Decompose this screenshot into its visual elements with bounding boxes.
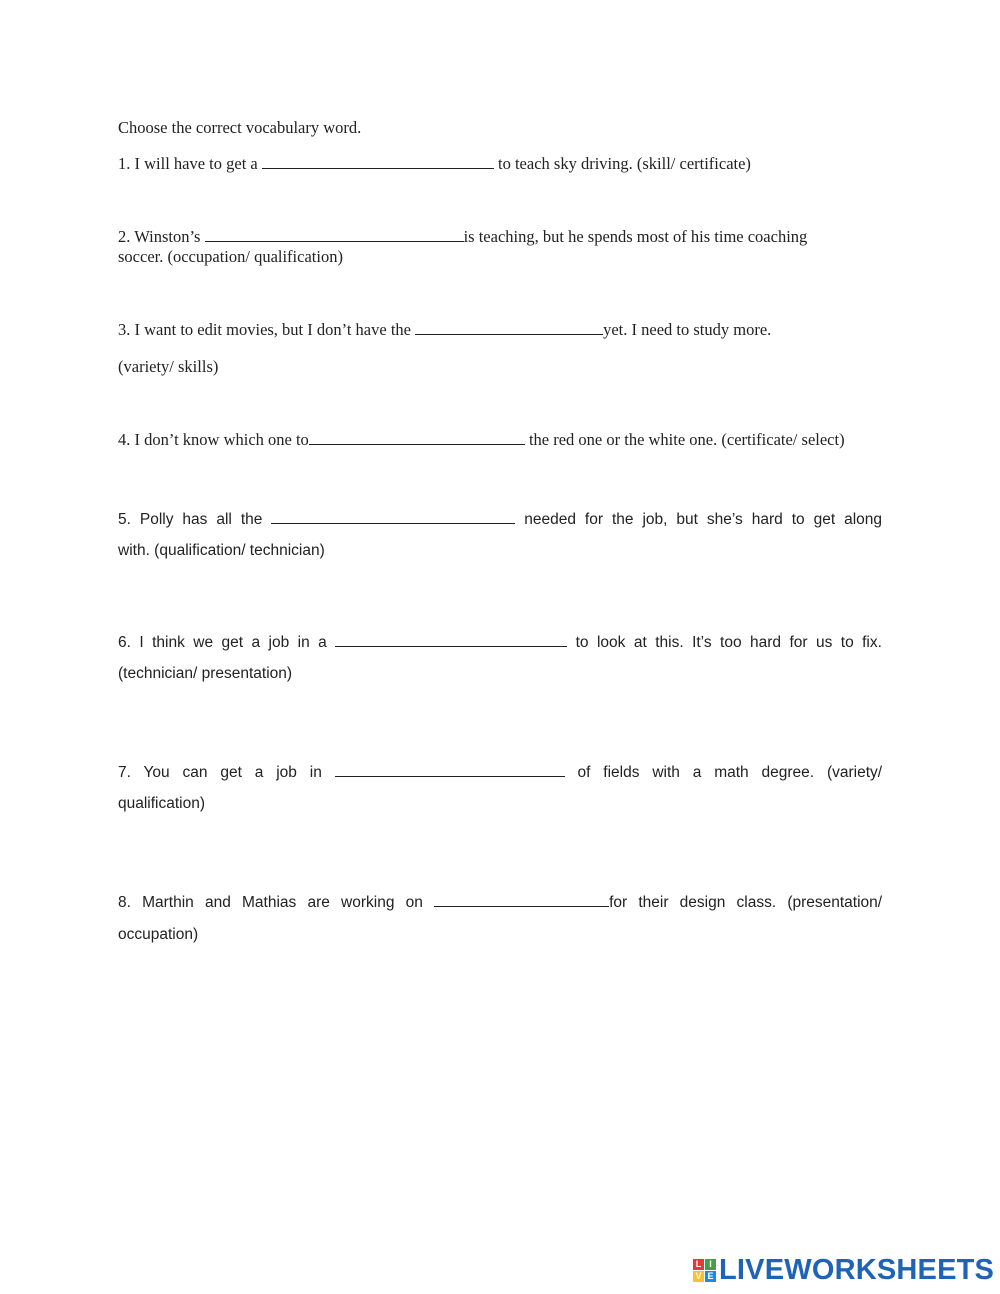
q7-word: of bbox=[577, 764, 591, 781]
q8-answer-blank[interactable] bbox=[434, 892, 609, 907]
q4-text-after: the red one or the white one. (certificate/ select) bbox=[524, 430, 845, 449]
q6-word: us bbox=[815, 634, 833, 651]
logo-letter-e: E bbox=[705, 1271, 716, 1282]
logo-text: LIVEWORKSHEETS bbox=[719, 1253, 995, 1286]
q3-answer-blank[interactable] bbox=[415, 320, 603, 335]
question-6 bbox=[118, 632, 882, 653]
q7-word: a bbox=[254, 764, 264, 781]
q6-word: a bbox=[251, 634, 261, 651]
q2-answer-blank[interactable] bbox=[205, 227, 464, 242]
q5-word: for bbox=[584, 511, 604, 528]
q5-word: has bbox=[182, 511, 208, 528]
q8-word: Mathias bbox=[242, 894, 297, 911]
q6-word: we bbox=[193, 634, 214, 651]
q7-word: fields bbox=[603, 764, 640, 781]
q8-word: working bbox=[341, 894, 395, 911]
q5-word: Polly bbox=[139, 511, 174, 528]
q6-word: in bbox=[297, 634, 310, 651]
q6-word: too bbox=[720, 634, 742, 651]
logo-letter-i: I bbox=[705, 1259, 716, 1270]
q7-word: (variety/ bbox=[826, 764, 883, 781]
q8-word: for bbox=[609, 894, 628, 911]
q6-word: job bbox=[268, 634, 290, 651]
q8-word: their bbox=[638, 894, 669, 911]
question-2 bbox=[118, 227, 807, 247]
q7-word: in bbox=[309, 764, 322, 781]
q6-word: this. bbox=[655, 634, 684, 651]
q6-word: a bbox=[318, 634, 327, 651]
q6-word: to bbox=[840, 634, 854, 651]
q8-line2: occupation) bbox=[118, 926, 199, 943]
q7-word: with bbox=[652, 764, 680, 781]
q7-word: a bbox=[692, 764, 702, 781]
q4-text-before: 4. I don’t know which one to bbox=[118, 430, 309, 449]
q3-text-after: yet. I need to study more. bbox=[603, 320, 772, 339]
q6-word: at bbox=[633, 634, 647, 651]
q8-word: design bbox=[679, 894, 726, 911]
q6-answer-blank[interactable] bbox=[335, 632, 567, 647]
q7-word: 7. bbox=[118, 764, 131, 781]
q5-word: needed bbox=[524, 511, 576, 528]
q7-word: math bbox=[714, 764, 749, 781]
q5-word: get bbox=[813, 511, 836, 528]
q8-word: Marthin bbox=[142, 894, 194, 911]
live-logo-icon bbox=[693, 1259, 716, 1282]
q7-word: degree. bbox=[761, 764, 815, 781]
q5-word: job, bbox=[642, 511, 668, 528]
q5-word: she’s bbox=[706, 511, 743, 528]
instructions: Choose the correct vocabulary word. bbox=[118, 118, 362, 137]
logo-letter-l: L bbox=[693, 1259, 704, 1270]
q6-word: I bbox=[139, 634, 144, 651]
question-5 bbox=[118, 509, 882, 530]
q7-word: can bbox=[182, 764, 208, 781]
q5-word: 5. bbox=[118, 511, 131, 528]
q8-word: on bbox=[405, 894, 423, 911]
q6-line2: (technician/ presentation) bbox=[118, 665, 293, 682]
q8-word: are bbox=[307, 894, 330, 911]
q6-word: It’s bbox=[692, 634, 712, 651]
q1-answer-blank[interactable] bbox=[262, 154, 494, 169]
q8-word: class. bbox=[736, 894, 777, 911]
liveworksheets-logo bbox=[693, 1255, 994, 1285]
q5-line2: with. (qualification/ technician) bbox=[118, 542, 325, 559]
q1-text-before: 1. I will have to get a bbox=[118, 154, 262, 173]
q6-word: for bbox=[789, 634, 808, 651]
q3-text-before: 3. I want to edit movies, but I don’t have the bbox=[118, 320, 416, 339]
question-8 bbox=[118, 892, 882, 913]
q5-answer-blank[interactable] bbox=[271, 509, 515, 524]
q6-word: get bbox=[221, 634, 244, 651]
q4-answer-blank[interactable] bbox=[309, 430, 525, 445]
q5-word: all bbox=[216, 511, 232, 528]
q6-word: look bbox=[596, 634, 626, 651]
question-3 bbox=[118, 320, 771, 340]
q8-word: (presentation/ bbox=[787, 894, 883, 911]
q8-word: and bbox=[204, 894, 231, 911]
q2-text-before: 2. Winston’s bbox=[118, 227, 205, 246]
q7-word: You bbox=[143, 764, 170, 781]
question-1 bbox=[118, 154, 751, 174]
q6-word: hard bbox=[750, 634, 782, 651]
q6-word: to bbox=[575, 634, 589, 651]
q7-answer-blank[interactable] bbox=[335, 762, 565, 777]
q5-word: to bbox=[791, 511, 805, 528]
q5-word: hard bbox=[751, 511, 783, 528]
logo-letter-v: V bbox=[693, 1271, 704, 1282]
question-4 bbox=[118, 430, 845, 450]
q7-word: job bbox=[276, 764, 297, 781]
q8-word: 8. bbox=[118, 894, 131, 911]
q2-text-after: is teaching, but he spends most of his time coaching bbox=[463, 227, 808, 246]
q5-word: the bbox=[611, 511, 634, 528]
q6-word: fix. bbox=[862, 634, 882, 651]
q1-text-after: to teach sky driving. (skill/ certificate) bbox=[493, 154, 751, 173]
q5-word: the bbox=[240, 511, 263, 528]
q7-line2: qualification) bbox=[118, 795, 206, 812]
q5-word: along bbox=[844, 511, 883, 528]
q7-word: get bbox=[220, 764, 242, 781]
q3-line2: (variety/ skills) bbox=[118, 357, 219, 376]
q6-word: think bbox=[152, 634, 185, 651]
question-7 bbox=[118, 762, 882, 783]
q2-line2: soccer. (occupation/ qualification) bbox=[118, 247, 343, 266]
q5-word: but bbox=[676, 511, 698, 528]
q6-word: 6. bbox=[118, 634, 131, 651]
